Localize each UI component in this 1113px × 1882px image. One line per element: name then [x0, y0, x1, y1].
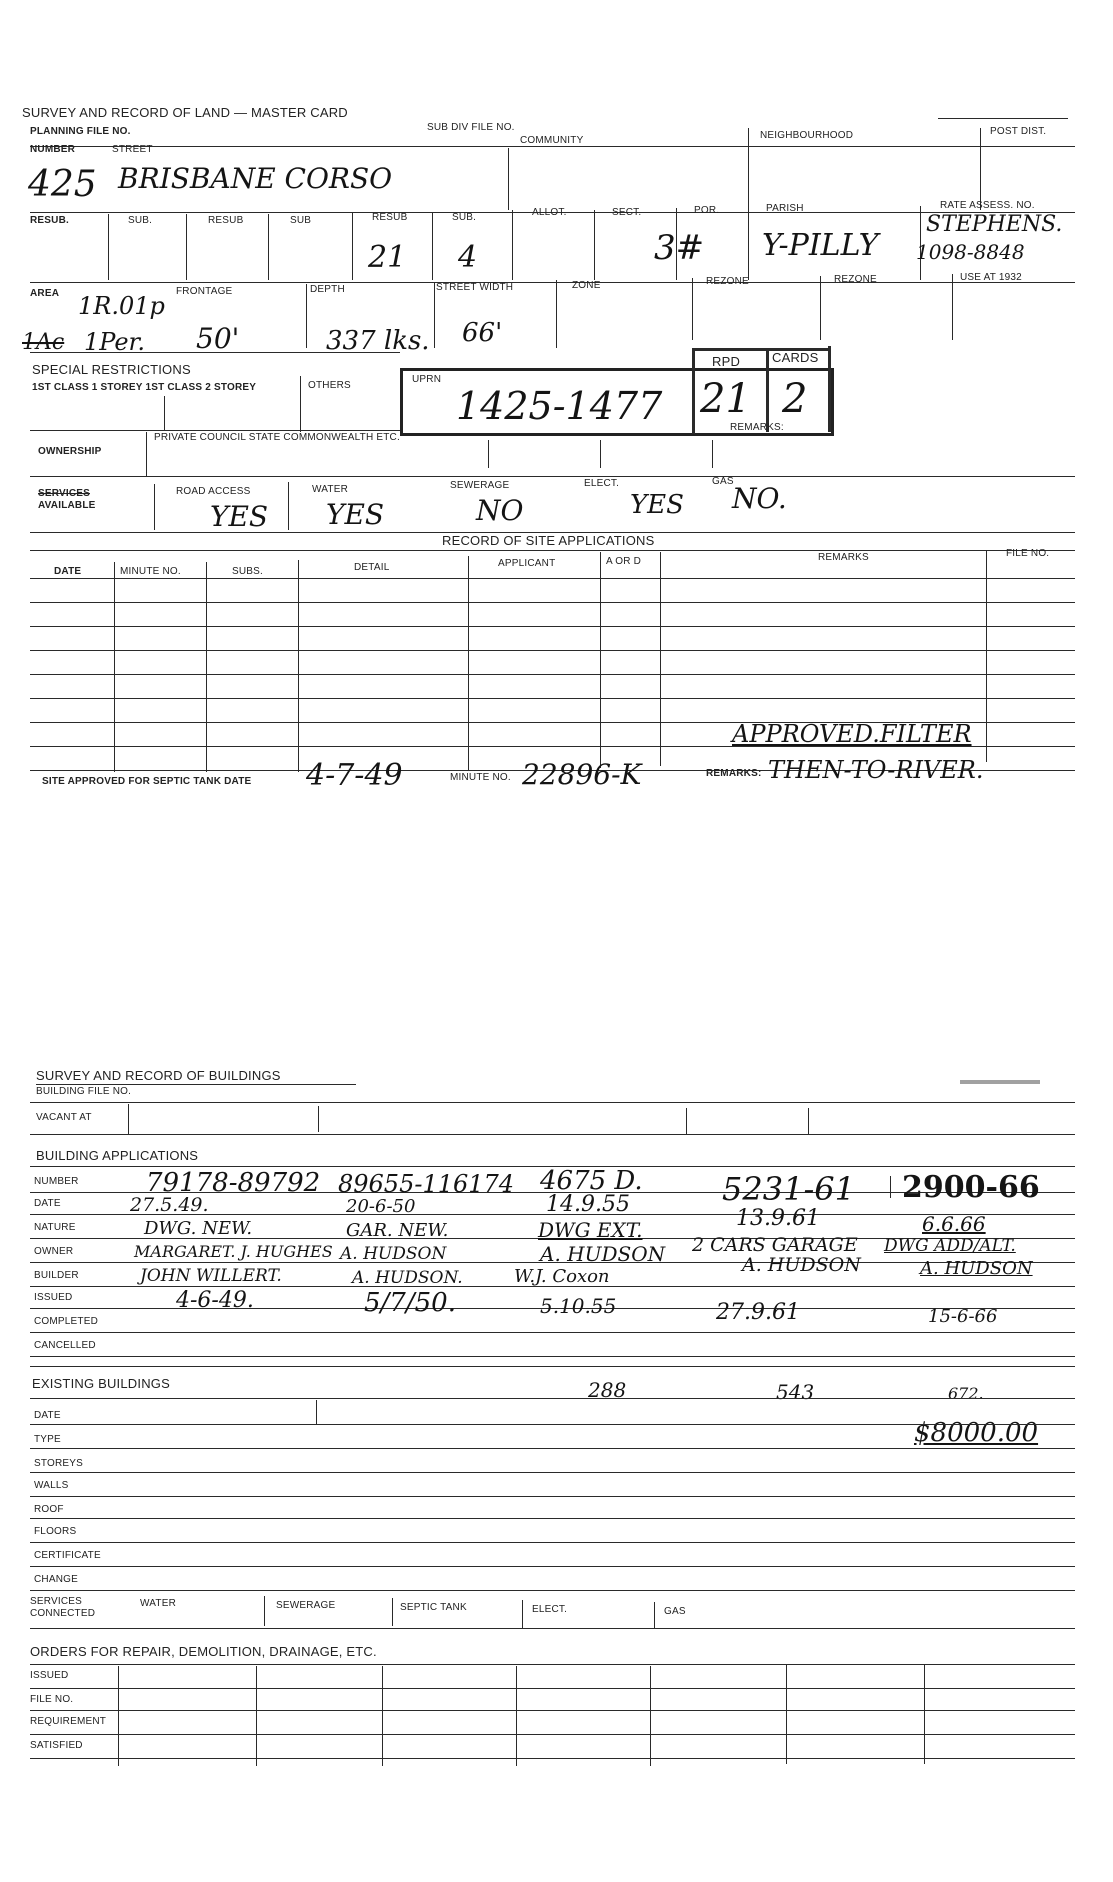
- water-label: WATER: [312, 484, 348, 495]
- row-cancelled-label: CANCELLED: [34, 1340, 96, 1351]
- elect-value: YES: [630, 490, 684, 520]
- app5-date: 6.6.66: [922, 1212, 986, 1236]
- app2-owner: A. HUDSON: [340, 1244, 447, 1264]
- approved-filter-note: APPROVED.FILTER: [732, 720, 972, 748]
- app1-issued: 4-6-49.: [176, 1288, 254, 1313]
- rate-assess-label: RATE ASSESS. NO.: [940, 200, 1035, 211]
- rpd-value: 21: [700, 376, 751, 422]
- scan-speckle: [960, 1080, 1040, 1084]
- app2-number: 89655-116174: [338, 1170, 515, 1198]
- app1-number: 79178-89792: [146, 1168, 321, 1198]
- col-subs-label: SUBS.: [232, 566, 264, 577]
- existing-value: $8000.00: [914, 1418, 1039, 1448]
- col-minute-label: MINUTE NO.: [120, 566, 181, 577]
- depth-value: 337 lks.: [326, 326, 430, 356]
- resub3-value: 21: [368, 240, 407, 275]
- area-label: AREA: [30, 288, 60, 299]
- row-owner-label: OWNER: [34, 1246, 74, 1257]
- col-date-label: DATE: [54, 566, 82, 577]
- road-access-value: YES: [210, 500, 269, 533]
- app5-nature: DWG ADD/ALT.: [884, 1236, 1016, 1256]
- street-width-value: 66': [462, 318, 503, 348]
- services-connected-label: SERVICES: [30, 1596, 82, 1607]
- uprn-label: UPRN: [412, 374, 442, 385]
- svc-sewerage-label: SEWERAGE: [276, 1600, 336, 1611]
- community-label: COMMUNITY: [520, 135, 584, 146]
- rpd-label: RPD: [712, 354, 741, 369]
- resub2-label: RESUB: [208, 215, 244, 226]
- app1-owner: MARGARET. J. HUGHES: [134, 1242, 333, 1261]
- sewerage-label: SEWERAGE: [450, 480, 510, 491]
- app5-number: 2900-66: [902, 1170, 1040, 1205]
- app5-owner: A. HUDSON: [920, 1258, 1033, 1279]
- ex-floors-label: FLOORS: [34, 1526, 77, 1537]
- allot-label: ALLOT.: [532, 207, 567, 218]
- svc-septic-label: SEPTIC TANK: [400, 1602, 467, 1613]
- row-number-label: NUMBER: [34, 1176, 79, 1187]
- planning-file-label: PLANNING FILE NO.: [30, 126, 131, 137]
- svc-elect-label: ELECT.: [532, 1604, 568, 1615]
- sewerage-value: NO: [476, 494, 524, 527]
- use-at-label: USE AT 1932: [960, 272, 1022, 283]
- col-detail-label: DETAIL: [354, 562, 390, 573]
- elect-label: ELECT.: [584, 478, 620, 489]
- area-value-perch: 1Per.: [84, 328, 146, 356]
- orders-satisfied-label: SATISFIED: [30, 1740, 83, 1751]
- road-access-label: ROAD ACCESS: [176, 486, 251, 497]
- existing-buildings-label: EXISTING BUILDINGS: [32, 1376, 170, 1391]
- post-dist-label: POST DIST.: [990, 126, 1047, 137]
- orders-requirement-label: REQUIREMENT: [30, 1716, 107, 1727]
- water-value: YES: [326, 498, 385, 531]
- orders-file-label: FILE NO.: [30, 1694, 74, 1705]
- col-aord-label: A OR D: [606, 556, 642, 567]
- ex-change-label: CHANGE: [34, 1574, 78, 1585]
- remarks-box-label: REMARKS:: [730, 422, 784, 433]
- app4-owner: A. HUDSON: [742, 1254, 861, 1276]
- special-restrictions-label: SPECIAL RESTRICTIONS: [32, 362, 191, 377]
- gas-value: NO.: [732, 482, 787, 515]
- services-label: SERVICES: [38, 488, 90, 499]
- rate-assess-name: STEPHENS.: [926, 212, 1063, 237]
- septic-remarks-label: REMARKS:: [706, 768, 762, 779]
- others-label: OTHERS: [308, 380, 351, 391]
- building-file-label: BUILDING FILE NO.: [36, 1086, 132, 1097]
- septic-remarks: THEN-TO-RIVER.: [768, 756, 984, 784]
- app3-number: 4675 D.: [540, 1166, 643, 1196]
- rezone2-label: REZONE: [834, 274, 877, 285]
- app3-completed: 5.10.55: [540, 1294, 617, 1318]
- sub-div-file-label: SUB DIV FILE NO.: [427, 122, 515, 133]
- app1-date: 27.5.49.: [130, 1194, 209, 1216]
- app2-builder: A. HUDSON.: [352, 1268, 463, 1288]
- rate-assess-number: 1098-8848: [916, 240, 1025, 264]
- septic-minute-label: MINUTE NO.: [450, 772, 511, 783]
- cards-value: 2: [782, 376, 808, 422]
- orders-issued-label: ISSUED: [30, 1670, 69, 1681]
- existing-n2: 543: [776, 1380, 815, 1404]
- app1-builder: JOHN WILLERT.: [140, 1266, 282, 1286]
- sub-label: SUB.: [128, 215, 153, 226]
- col-remarks-label: REMARKS: [818, 552, 869, 563]
- area-struck: 1Ac: [22, 330, 65, 355]
- septic-label: SITE APPROVED FOR SEPTIC TANK DATE: [42, 776, 252, 787]
- number-label: NUMBER: [30, 144, 76, 155]
- parish-value: Y-PILLY: [762, 228, 879, 263]
- row-issued-label: ISSUED: [34, 1292, 73, 1303]
- sub3-label: SUB.: [452, 212, 477, 223]
- app4-number: 5231-61: [722, 1170, 855, 1208]
- area-value-rood: 1R.01p: [78, 292, 165, 320]
- row-nature-label: NATURE: [34, 1222, 76, 1233]
- row-date-label: DATE: [34, 1198, 61, 1209]
- zone-label: ZONE: [572, 280, 601, 291]
- uprn-value: 1425-1477: [456, 384, 663, 428]
- frontage-label: FRONTAGE: [176, 286, 233, 297]
- resub3-label: RESUB: [372, 212, 408, 223]
- available-label: AVAILABLE: [38, 500, 96, 511]
- ex-date-label: DATE: [34, 1410, 61, 1421]
- class-storey-label: 1ST CLASS 1 STOREY 1ST CLASS 2 STOREY: [32, 382, 257, 393]
- building-applications-label: BUILDING APPLICATIONS: [36, 1148, 199, 1163]
- street-label: STREET: [112, 144, 153, 155]
- sub2-label: SUB: [290, 215, 312, 226]
- app2-date: 20-6-50: [346, 1196, 416, 1217]
- app2-nature: GAR. NEW.: [346, 1220, 449, 1241]
- card1-title: SURVEY AND RECORD OF LAND — MASTER CARD: [22, 105, 348, 120]
- app1-nature: DWG. NEW.: [144, 1218, 253, 1239]
- col-file-label: FILE NO.: [1006, 548, 1050, 559]
- ex-walls-label: WALLS: [34, 1480, 69, 1491]
- ex-type-label: TYPE: [34, 1434, 61, 1445]
- row-builder-label: BUILDER: [34, 1270, 79, 1281]
- frontage-value: 50': [196, 322, 240, 355]
- cards-label: CARDS: [772, 350, 819, 365]
- app2-issued: 5/7/50.: [364, 1288, 456, 1318]
- app3-date: 14.9.55: [546, 1192, 630, 1217]
- por-label: POR.: [694, 205, 720, 216]
- existing-n3: 672.: [948, 1384, 984, 1403]
- existing-n1: 288: [588, 1378, 627, 1402]
- depth-label: DEPTH: [310, 284, 345, 295]
- connected-label: CONNECTED: [30, 1608, 96, 1619]
- ex-certificate-label: CERTIFICATE: [34, 1550, 101, 1561]
- street-name: BRISBANE CORSO: [118, 162, 393, 195]
- row-completed-label: COMPLETED: [34, 1316, 99, 1327]
- street-width-label: STREET WIDTH: [436, 282, 514, 293]
- app3-builder: W.J. Coxon: [514, 1266, 610, 1287]
- septic-minute: 22896-K: [522, 758, 642, 791]
- resub-label: RESUB.: [30, 215, 69, 226]
- app3-owner: A. HUDSON: [540, 1242, 666, 1266]
- svc-water-label: WATER: [140, 1598, 176, 1609]
- svc-gas-label: GAS: [664, 1606, 686, 1617]
- ownership-label: OWNERSHIP: [38, 446, 102, 457]
- orders-label: ORDERS FOR REPAIR, DEMOLITION, DRAINAGE, ETC.: [30, 1644, 377, 1659]
- col-applicant-label: APPLICANT: [498, 558, 556, 569]
- portion-value: 3#: [654, 228, 705, 268]
- ex-roof-label: ROOF: [34, 1504, 64, 1515]
- record-site-label: RECORD OF SITE APPLICATIONS: [442, 533, 655, 548]
- septic-date: 4-7-49: [306, 758, 403, 793]
- app3-nature: DWG EXT.: [538, 1218, 643, 1242]
- ownership-types-label: PRIVATE COUNCIL STATE COMMONWEALTH ETC.: [154, 432, 400, 443]
- vacant-at-label: VACANT AT: [36, 1112, 92, 1123]
- sub3-value: 4: [458, 240, 478, 275]
- rezone1-label: REZONE: [706, 276, 749, 287]
- app5-completed: 15-6-66: [928, 1306, 998, 1327]
- street-number: 425: [28, 164, 97, 205]
- app4-completed: 27.9.61: [716, 1300, 800, 1325]
- gas-label: GAS: [712, 476, 734, 487]
- neighbourhood-label: NEIGHBOURHOOD: [760, 130, 854, 141]
- card2-title: SURVEY AND RECORD OF BUILDINGS: [36, 1068, 281, 1083]
- app4-date: 13.9.61: [736, 1206, 820, 1231]
- sect-label: SECT.: [612, 207, 642, 218]
- parish-label: PARISH: [766, 203, 804, 214]
- app4-nature: 2 CARS GARAGE: [692, 1234, 858, 1256]
- ex-storeys-label: STOREYS: [34, 1458, 84, 1469]
